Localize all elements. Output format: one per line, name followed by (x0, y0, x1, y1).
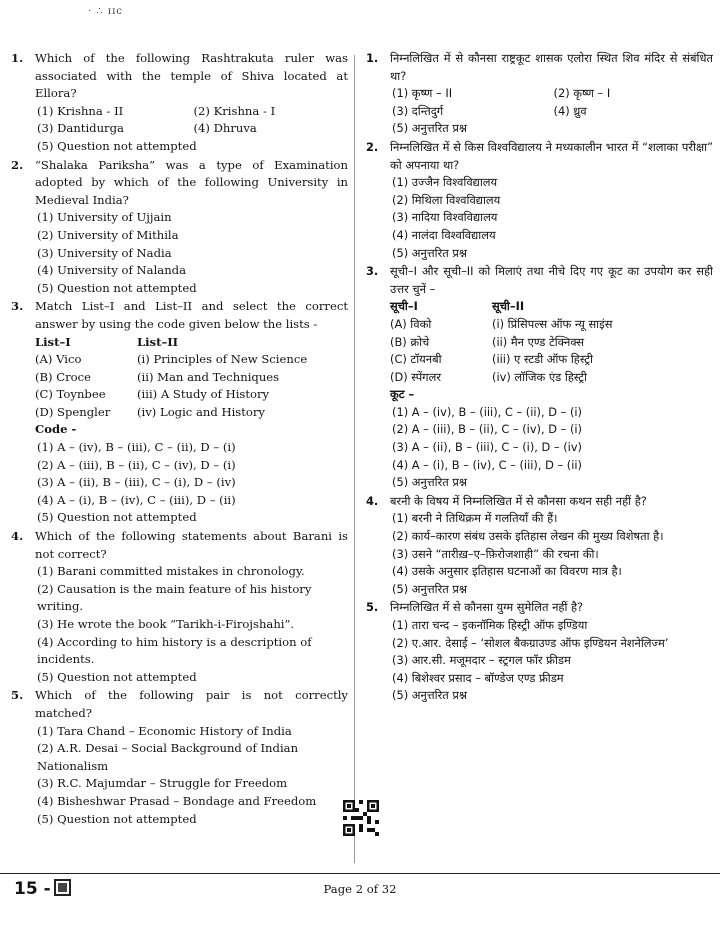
answer-option: (3) आर.सी. मजूमदार – स्ट्रगल फॉर फ्रीडम (392, 653, 571, 668)
list-1-item: (A) Vico (35, 352, 82, 367)
answer-option: (2) A – (iii), B – (ii), C – (iv), D – (i) (37, 457, 236, 472)
code-label: Code - (35, 422, 77, 437)
list-1-item: (B) क्रोचे (390, 334, 430, 349)
match-table (390, 298, 713, 386)
answer-options (390, 404, 713, 474)
answer-option: (2) ए.आर. देसाई – ‘सोशल बैकग्राउण्ड ऑफ इण्डियन नेशनेलिज्म’ (392, 635, 669, 650)
scan-marks: · ∴ ɪɪc (88, 6, 123, 17)
list-2-item: (iii) A Study of History (137, 387, 270, 402)
match-table (35, 334, 348, 422)
list-2-heading: सूची–II (492, 299, 525, 314)
answer-option: (2) A.R. Desai – Social Background of Indian Nationalism (37, 741, 299, 773)
question-item (8, 687, 348, 828)
answer-option: (2) University of Mithila (37, 227, 179, 242)
hindi-column (363, 50, 713, 851)
list-1-item: (C) टॉयनबी (390, 352, 442, 367)
list-2-item: (i) प्रिंसिपल्स ऑफ न्यू साइंस (492, 316, 613, 331)
question-number: 3. (366, 264, 379, 279)
question-item (8, 298, 348, 527)
qr-code-icon (343, 800, 379, 836)
answer-options (390, 510, 713, 580)
answer-option: (4) ध्रुव (553, 103, 587, 118)
not-attempted-option: (5) अनुत्तरित प्रश्न (392, 475, 467, 490)
question-text: बरनी के विषय में निम्नलिखित में से कौनसा कथन सही नहीं है? (390, 493, 647, 508)
list-2-item: (ii) मैन एण्ड टेक्निक्स (492, 334, 585, 349)
answer-option: (4) A – (i), B – (iv), C – (iii), D – (ii) (37, 492, 236, 507)
answer-options (35, 723, 348, 811)
answer-options (35, 209, 348, 279)
question-text: निम्नलिखित में से कौनसा युग्म सुमेलित नहीं है? (390, 600, 584, 615)
answer-option: (4) Dhruva (193, 121, 257, 136)
answer-option: (2) मिथिला विश्वविद्यालय (392, 192, 501, 207)
answer-option: (1) A – (iv), B – (iii), C – (ii), D – (i) (37, 440, 236, 455)
answer-option: (3) दन्तिदुर्ग (392, 103, 444, 118)
list-1-item: (A) विको (390, 316, 432, 331)
answer-option: (4) Bisheshwar Prasad – Bondage and Freedom (37, 793, 317, 808)
question-text: निम्नलिखित में से किस विश्वविद्यालय ने मध्यकालीन भारत में “शलाका परीक्षा” को अपनाया था? (390, 139, 713, 172)
answer-option: (1) बरनी ने तिथिक्रम में गलतियाँ की हैं। (392, 511, 558, 526)
not-attempted-option: (5) अनुत्तरित प्रश्न (392, 245, 467, 260)
answer-option: (3) A – (ii), B – (iii), C – (i), D – (iv) (392, 440, 583, 455)
answer-option: (1) कृष्ण – II (392, 86, 453, 101)
list-1-item: (D) Spengler (35, 404, 111, 419)
answer-option: (1) तारा चन्द – इकनॉमिक हिस्ट्री ऑफ इण्डिया (392, 618, 588, 632)
question-item (363, 263, 713, 492)
question-number: 5. (11, 688, 24, 703)
answer-option: (2) A – (iii), B – (ii), C – (iv), D – (i) (392, 422, 583, 437)
question-number: 4. (366, 493, 379, 508)
question-text: Which of the following pair is not correctly matched? (35, 688, 348, 720)
not-attempted-option: (5) अनुत्तरित प्रश्न (392, 121, 467, 136)
answer-option: (1) University of Ujjain (37, 210, 172, 225)
footer-rule (0, 873, 720, 874)
english-column (8, 50, 348, 851)
answer-option: (3) He wrote the book “Tarikh-i-Firojshahi”. (37, 617, 295, 631)
question-text: Which of the following statements about Barani is not correct? (35, 529, 348, 561)
answer-option: (1) Barani committed mistakes in chronology. (37, 564, 305, 579)
question-text: Match List–I and List–II and select the correct answer by using the code given below the lists - (35, 299, 348, 331)
answer-option: (3) A – (ii), B – (iii), C – (i), D – (iv) (37, 475, 236, 490)
list-1-item: (B) Croce (35, 369, 91, 384)
answer-option: (4) उसके अनुसार इतिहास घटनाओं का विवरण मात्र है। (392, 564, 622, 579)
answer-option: (4) A – (i), B – (iv), C – (iii), D – (ii) (392, 457, 583, 472)
list-2-item: (ii) Man and Techniques (137, 369, 280, 384)
question-item (363, 139, 713, 262)
answer-option: (1) उज्जैन विश्वविद्यालय (392, 175, 498, 190)
answer-option: (4) नालंदा विश्वविद्यालय (392, 227, 496, 242)
answer-options (390, 174, 713, 244)
list-2-item: (i) Principles of New Science (137, 352, 308, 367)
question-text: निम्नलिखित में से कौनसा राष्ट्रकूट शासक एलोरा स्थित शिव मंदिर से संबंधित था? (390, 51, 713, 83)
answer-option: (3) नादिया विश्वविद्यालय (392, 210, 498, 225)
not-attempted-option: (5) अनुत्तरित प्रश्न (392, 688, 467, 703)
question-item (363, 493, 713, 599)
list-2-item: (iv) Logic and History (137, 404, 265, 419)
list-1-item: (D) स्पेंगलर (390, 369, 441, 384)
answer-option: (2) कार्य–कारण संबंध उसके इतिहास लेखन की मुख्य विशेषता है। (392, 529, 664, 544)
answer-option: (1) Krishna - II (37, 103, 124, 118)
not-attempted-option: (5) Question not attempted (37, 138, 197, 153)
question-item (8, 50, 348, 156)
code-label: कूट – (390, 387, 415, 402)
not-attempted-option: (5) अनुत्तरित प्रश्न (392, 581, 467, 596)
answer-options (35, 439, 348, 509)
page-code-label: 15 - (14, 879, 51, 899)
list-2-item: (iv) लॉजिक एंड हिस्ट्री (492, 369, 587, 384)
question-item (8, 157, 348, 298)
answer-options (390, 85, 713, 120)
question-text: सूची–I और सूची–II को मिलाएं तथा नीचे दिए गए कूट का उपयोग कर सही उत्तर चुनें – (390, 264, 713, 296)
not-attempted-option: (5) Question not attempted (37, 811, 197, 826)
not-attempted-option: (5) Question not attempted (37, 669, 197, 684)
list-1-heading: सूची–I (390, 299, 418, 314)
answer-option: (4) University of Nalanda (37, 263, 186, 278)
answer-option: (3) उसने “तारीख़–ए–फ़िरोजशाही” की रचना की। (392, 546, 599, 561)
list-1-heading: List–I (35, 334, 71, 349)
page-number: Page 2 of 32 (323, 882, 397, 896)
question-number: 1. (366, 51, 379, 65)
answer-option: (1) A – (iv), B – (iii), C – (ii), D – (i) (392, 404, 583, 419)
question-text: “Shalaka Pariksha” was a type of Examination adopted by which of the following University in Medieval India? (35, 157, 348, 207)
answer-option: (2) Krishna - I (193, 103, 276, 118)
answer-option: (3) R.C. Majumdar – Struggle for Freedom (37, 776, 288, 791)
not-attempted-option: (5) Question not attempted (37, 510, 197, 525)
list-2-heading: List–II (137, 334, 179, 349)
answer-option: (1) Tara Chand – Economic History of India (37, 723, 292, 738)
answer-option: (4) बिशेश्वर प्रसाद – बॉण्डेज एण्ड फ्रीडम (392, 670, 564, 685)
question-number: 3. (11, 299, 24, 314)
question-item (363, 50, 713, 138)
question-text: Which of the following Rashtrakuta ruler was associated with the temple of Shiva located at Ellora? (35, 51, 348, 101)
question-number: 1. (11, 51, 24, 65)
question-number: 2. (366, 139, 379, 154)
answer-options (35, 103, 348, 138)
column-divider (354, 55, 355, 863)
list-2-item: (iii) ए स्टडी ऑफ हिस्ट्री (492, 352, 593, 367)
question-number: 5. (366, 600, 379, 615)
not-attempted-option: (5) Question not attempted (37, 280, 197, 295)
answer-options (390, 617, 713, 687)
answer-option: (3) Dantidurga (37, 121, 124, 136)
list-1-item: (C) Toynbee (35, 387, 106, 402)
question-item (8, 528, 348, 686)
question-number: 4. (11, 529, 24, 544)
answer-option: (3) University of Nadia (37, 245, 172, 260)
answer-option: (4) According to him history is a description of incidents. (37, 634, 312, 667)
question-item (363, 599, 713, 705)
question-number: 2. (11, 157, 24, 172)
answer-options (35, 563, 348, 669)
answer-option: (2) Causation is the main feature of his history writing. (37, 581, 312, 614)
answer-option: (2) कृष्ण – I (553, 86, 611, 101)
